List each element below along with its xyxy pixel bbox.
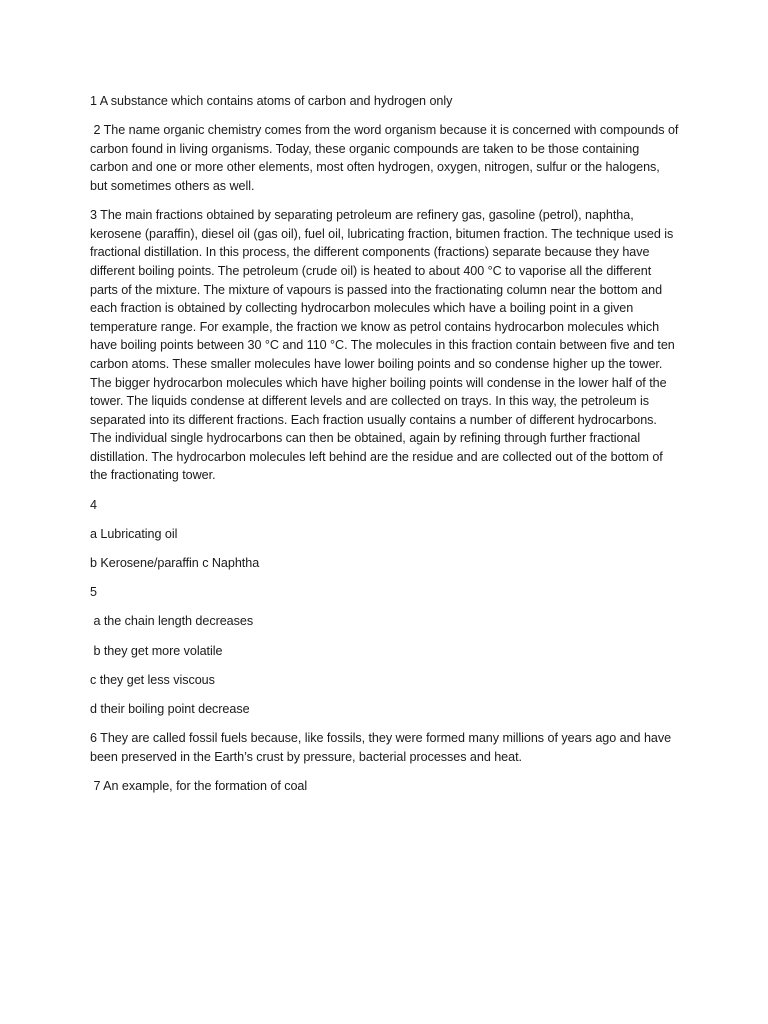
answer-5a-line: a the chain length decreases <box>90 614 254 629</box>
answer-4bc-line: b Kerosene/paraffin c Naphtha <box>90 556 260 571</box>
answer-2-paragraph: 2 The name organic chemistry comes from the word organism because it is concerned with compounds of carbon found in living organisms. Today, these organic compounds are taken to be those containing carbon and one or more other elements, most often hydrogen, oxygen, nitrogen, sulfur or the halogens, but sometimes others as well. <box>90 123 682 193</box>
answer-7-paragraph: 7 An example, for the formation of coal <box>90 778 308 793</box>
answer-5c-line: c they get less viscous <box>90 672 215 687</box>
answer-3-paragraph: 3 The main fractions obtained by separating petroleum are refinery gas, gasoline (petrol), naphtha, kerosene (paraffin), diesel oil (gas oil), fuel oil, lubricating fraction, bitumen fraction. The technique used is fractional distillation. In this process, the different components (fractions) separate because they have different boiling points. The petroleum (crude oil) is heated to about 400 °C to vaporise all the different parts of the mixture. The mixture of vapours is passed into the fractionating column near the bottom and each fraction is obtained by collecting hydrocarbon molecules which have a boiling point in a given temperature range. For example, the fraction we know as petrol contains hydrocarbon molecules which have boiling points between 30 °C and 110 °C. The molecules in this fraction contain between five and ten carbon atoms. These smaller molecules have lower boiling points and so condense higher up the tower. The bigger hydrocarbon molecules which have higher boiling points will condense in the lower half of the tower. The liquids condense at different levels and are collected on trays. In this way, the petroleum is separated into its different fractions. Each fraction usually contains a number of different hydrocarbons. The individual single hydrocarbons can then be obtained, again by refining through further fractional distillation. The hydrocarbon molecules left behind are the residue and are collected out of the bottom of the fractionating tower. <box>90 208 679 483</box>
answer-4a-line: a Lubricating oil <box>90 526 178 541</box>
answer-4-number: 4 <box>90 497 97 512</box>
document-body <box>90 92 680 806</box>
answer-6-paragraph: 6 They are called fossil fuels because, like fossils, they were formed many millions of years ago and have been preserved in the Earth’s crust by pressure, bacterial processes and heat. <box>90 731 675 764</box>
answer-5-number: 5 <box>90 585 97 600</box>
answer-5d-line: d their boiling point decrease <box>90 701 250 716</box>
answer-5b-line: b they get more volatile <box>90 643 223 658</box>
answer-1-paragraph: 1 A substance which contains atoms of carbon and hydrogen only <box>90 94 453 108</box>
